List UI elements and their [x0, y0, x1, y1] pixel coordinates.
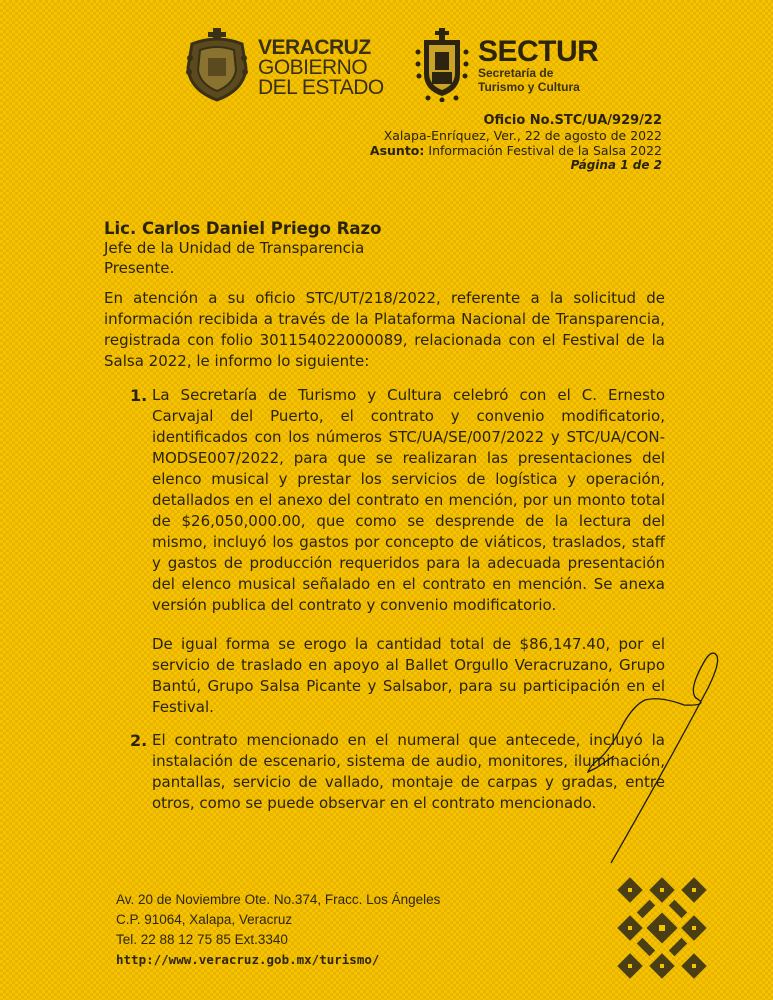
gov-name-line3: DEL ESTADO	[258, 76, 384, 99]
sectur-shield-logo	[414, 28, 470, 102]
list-item-number: 2.	[130, 731, 148, 750]
handwritten-signature	[560, 640, 740, 880]
intro-paragraph: En atención a su oficio STC/UT/218/2022, referente a la solicitud de información recibida a través de la Plataforma Nacional de Transparencia, registrada con folio 301154022000089, relacionada con el Festival de la Salsa 2022, le informo lo siguiente:	[104, 289, 665, 370]
sectur-name: SECTUR	[478, 35, 599, 68]
gov-name-line2: GOBIERNO	[258, 56, 368, 79]
veracruz-coat-of-arms-logo	[184, 28, 250, 102]
sectur-subtitle-line2: Turismo y Cultura	[478, 80, 580, 94]
oficio-number: Oficio No.STC/UA/929/22	[483, 113, 662, 128]
subject-value: Información Festival de la Salsa 2022	[424, 143, 662, 158]
list-item-text: La Secretaría de Turismo y Cultura celebró con el C. Ernesto Carvajal del Puerto, el contrato y convenio modificatorio, identificados con los números STC/UA/SE/007/2022 y STC/UA/CON-MODSE007/2022, para que se realizaran las presentaciones del elenco musical y prestar los servicios de logística y operación, detallados en el anexo del contrato en mención, por un monto total de $26,050,000.00, que como se desprende de la lectura del mismo, incluyó los gastos por concepto de viáticos, traslados, staff y gastos de producción requeridos para la adecuada presentación del elenco musical señalado en el contrato en mención. Se anexa versión publica del contrato y convenio modificatorio.	[152, 386, 665, 614]
sectur-subtitle-line1: Secretaría de	[478, 66, 554, 80]
page-indicator: Página 1 de 2	[570, 158, 662, 172]
subject-line	[370, 143, 662, 158]
recipient-role: Jefe de la Unidad de Transparencia	[104, 239, 365, 257]
list-item-number: 1.	[130, 386, 148, 405]
footer-address: Av. 20 de Noviembre Ote. No.374, Fracc. Los Ángeles	[116, 892, 441, 907]
subject-label: Asunto:	[369, 143, 425, 158]
gov-name-line1: VERACRUZ	[258, 36, 371, 59]
letter-date: Xalapa-Enríquez, Ver., 22 de agosto de 2022	[383, 128, 662, 143]
recipient-name: Lic. Carlos Daniel Priego Razo	[104, 219, 382, 238]
footer-url-link[interactable]: http://www.veracruz.gob.mx/turismo/	[116, 952, 380, 967]
greca-knot-emblem-icon	[614, 876, 710, 980]
footer-phone: Tel. 22 88 12 75 85 Ext.3340	[116, 932, 288, 947]
recipient-closing: Presente.	[104, 259, 175, 277]
footer-postal: C.P. 91064, Xalapa, Veracruz	[116, 912, 293, 927]
list-item-text: El contrato mencionado en el numeral que antecede, incluyó la instalación de escenario, sistema de audio, monitores, iluminación, pantallas, servicio de vallado, montaje de carpas y gradas, entre otros, como se puede observar en el contrato mencionado.	[152, 731, 665, 812]
list-item-followup: De igual forma se erogo la cantidad total de $86,147.40, por el servicio de traslado en apoyo al Ballet Orgullo Veracruzano, Grupo Bantú, Grupo Salsa Picante y Salsabor, para su participación en el Festival.	[152, 635, 665, 716]
